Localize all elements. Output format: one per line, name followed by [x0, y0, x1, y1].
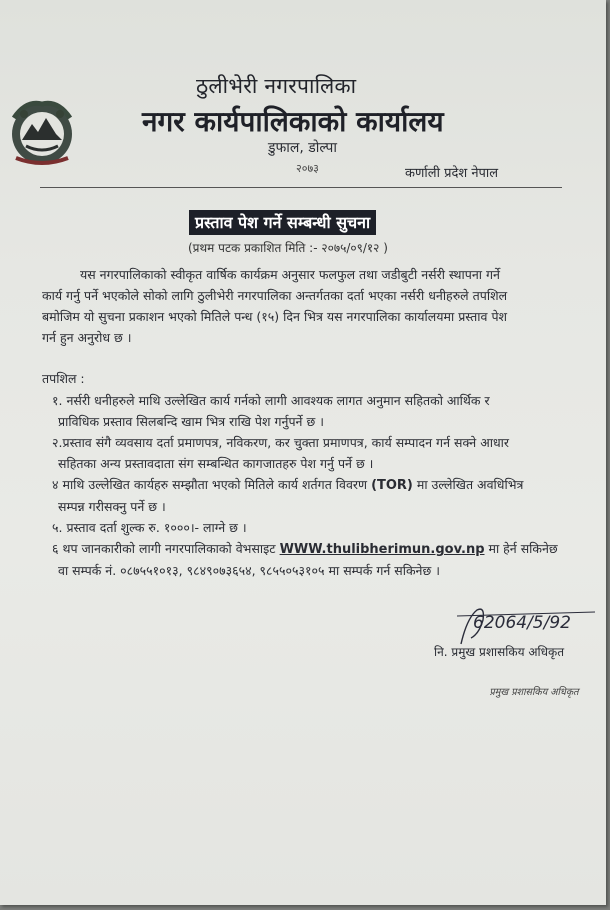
list-item: ४ माथि उल्लेखित कार्यहरु सम्झौता भएको मितिले कार्य शर्तगत विवरण (TOR) मा उल्लेखित अवधिभित्र [52, 477, 524, 493]
notice-title: प्रस्ताव पेश गर्ने सम्बन्धी सुचना [189, 210, 376, 235]
handwritten-signature [455, 598, 605, 648]
body-line: गर्न हुन अनुरोध छ । [42, 330, 132, 345]
office-name: नगर कार्यपालिकाको कार्यालय [142, 105, 444, 138]
publication-date: (प्रथम पटक प्रकाशित मिति :- २०७५/०९/१२ ) [188, 241, 388, 255]
body-line: बमोजिम यो सुचना प्रकाशन भएको मितिले पन्ध (१५) दिन भित्र यस नगरपालिका कार्यालयमा प्रस्ताव पेश [42, 309, 508, 324]
office-year: २०७३ [296, 162, 319, 175]
website-link[interactable]: WWW.thulibherimun.gov.np [279, 542, 485, 557]
list-item-continued: प्राविधिक प्रस्ताव सिलबन्दि खाम भित्र राखि पेश गर्नुपर्ने छ । [58, 414, 324, 429]
tor-term: (TOR) [371, 478, 413, 493]
list-item: ६ थप जानकारीको लागी नगरपालिकाको वेभसाइट WWW.thulibherimun.gov.np मा हेर्न सकिनेछ [52, 541, 558, 557]
signer-title: नि. प्रमुख प्रशासकिय अधिकृत [434, 645, 565, 659]
notice-body [42, 264, 580, 348]
body-line: यस नगरपालिकाको स्वीकृत वार्षिक कार्यक्रम अनुसार फलफुल तथा जडीबुटी नर्सरी स्थापना गर्ने [80, 267, 500, 282]
list-item: ५. प्रस्ताव दर्ता शुल्क रु. १०००।- लाग्ने छ । [52, 520, 247, 535]
svg-text:62064/5/92: 62064/5/92 [473, 613, 571, 633]
list-item-continued: सम्पन्न गरीसक्नु पर्ने छ । [58, 499, 166, 514]
details-heading: तपशिल : [42, 371, 85, 386]
header-divider [40, 187, 562, 188]
province-name: कर्णाली प्रदेश नेपाल [405, 166, 499, 181]
details-list [52, 390, 572, 581]
office-location: डुफाल, डोल्पा [268, 140, 338, 156]
list-item: २.प्रस्ताव संगै व्यवसाय दर्ता प्रमाणपत्र, नविकरण, कर चुक्ता प्रमाणपत्र, कार्य सम्पादन गर्न सक्ने आधार [52, 435, 510, 450]
list-item: १. नर्सरी धनीहरुले माथि उल्लेखित कार्य गर्नको लागी आवश्यक लागत अनुमान सहितको आर्थिक र [52, 393, 490, 408]
nepal-emblem-icon [6, 96, 78, 168]
body-line: कार्य गर्नु पर्ने भएकोले सोको लागि ठुलीभेरी नगरपालिका अन्तर्गतका दर्ता भएका नर्सरी धनीहरुले तपशिल [42, 288, 508, 303]
municipality-name: ठुलीभेरी नगरपालिका [196, 74, 357, 98]
list-item-continued: वा सम्पर्क नं. ०८७५५१०१३, ९८४९०७३६५४, ९८५५०५३१०५ मा सम्पर्क गर्न सकिनेछ । [58, 563, 440, 578]
official-stamp: प्रमुख प्रशासकिय अधिकृत [489, 687, 579, 698]
list-item-continued: सहितका अन्य प्रस्तावदाता संग सम्बन्धित कागजातहरु पेश गर्नु पर्ने छ । [58, 456, 374, 471]
